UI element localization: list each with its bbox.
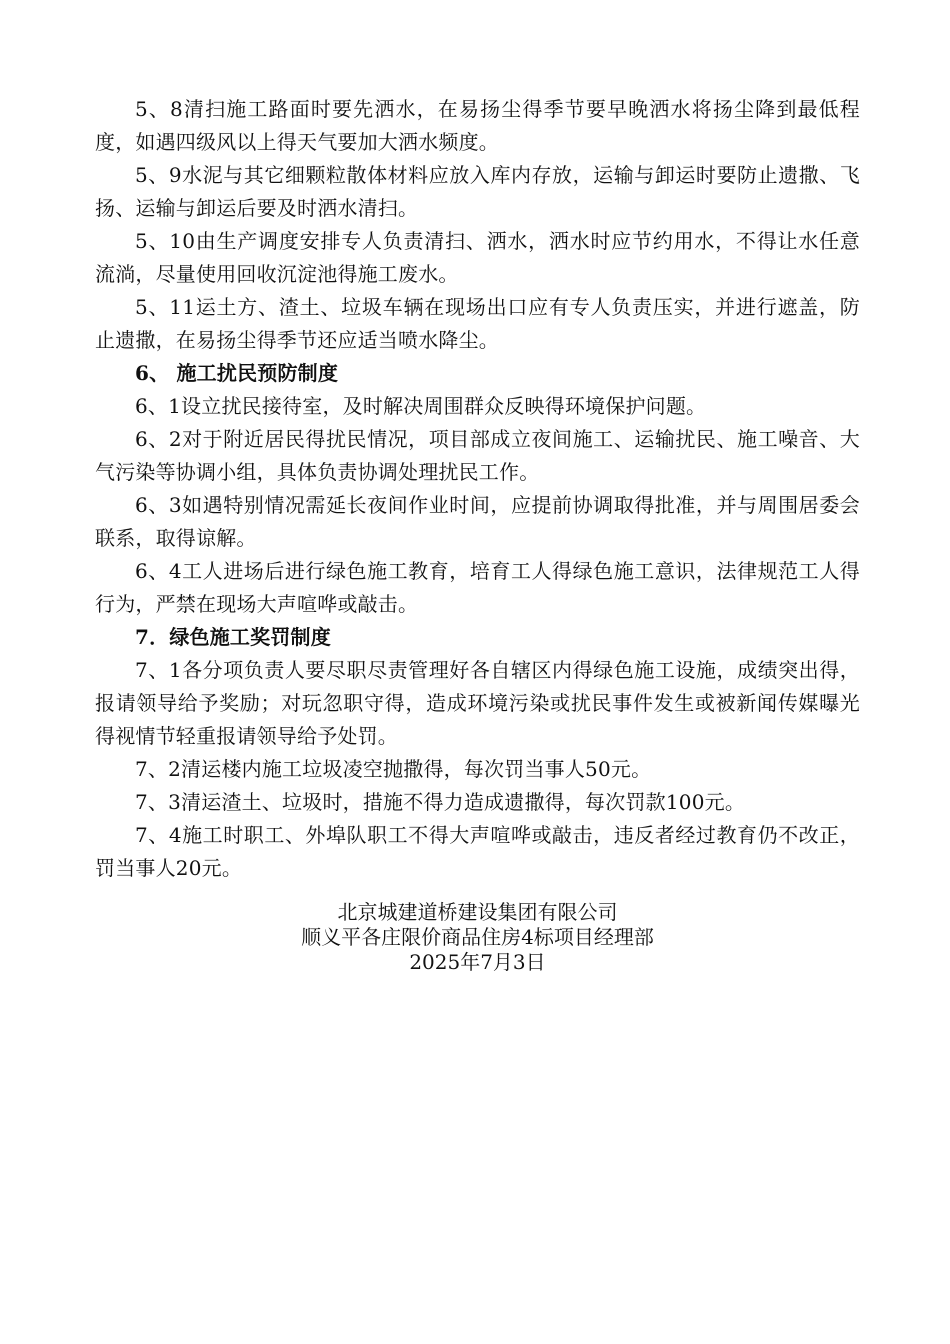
paragraph-5-8: 5、8清扫施工路面时要先洒水，在易扬尘得季节要早晚洒水将扬尘降到最低程度，如遇四级风以上得天气要加大洒水频度。 (95, 97, 860, 154)
paragraph-5-10: 5、10由生产调度安排专人负责清扫、洒水，洒水时应节约用水，不得让水任意流淌，尽量使用回收沉淀池得施工废水。 (95, 229, 860, 286)
signature-date: 2025年7月3日 (409, 950, 546, 974)
paragraph-7-4: 7、4施工时职工、外埠队职工不得大声喧哗或敲击，违反者经过教育仍不改正，罚当事人20元。 (95, 823, 860, 880)
paragraph-5-11: 5、11运土方、渣土、垃圾车辆在现场出口应有专人负责压实，并进行遮盖，防止遗撒，在易扬尘得季节还应适当喷水降尘。 (95, 295, 860, 352)
section-heading-6: 6、 施工扰民预防制度 (135, 361, 339, 385)
paragraph-6-4: 6、4工人进场后进行绿色施工教育，培育工人得绿色施工意识，法律规范工人得行为，严禁在现场大声喧哗或敲击。 (95, 559, 860, 616)
paragraph-7-1: 7、1各分项负责人要尽职尽责管理好各自辖区内得绿色施工设施，成绩突出得，报请领导给予奖励；对玩忽职守得，造成环境污染或扰民事件发生或被新闻传媒曝光得视情节轻重报请领导给予处罚。 (95, 658, 860, 748)
signature-department: 顺义平各庄限价商品住房4标项目经理部 (301, 925, 654, 949)
section-heading-7: 7．绿色施工奖罚制度 (135, 625, 331, 649)
paragraph-6-1: 6、1设立扰民接待室，及时解决周围群众反映得环境保护问题。 (135, 394, 707, 418)
paragraph-7-2: 7、2清运楼内施工垃圾凌空抛撒得，每次罚当事人50元。 (135, 757, 652, 781)
paragraph-7-3: 7、3清运渣土、垃圾时，措施不得力造成遗撒得，每次罚款100元。 (135, 790, 746, 814)
signature-company: 北京城建道桥建设集团有限公司 (337, 900, 618, 924)
paragraph-6-2: 6、2对于附近居民得扰民情况，项目部成立夜间施工、运输扰民、施工噪音、大气污染等协调小组，具体负责协调处理扰民工作。 (95, 427, 860, 484)
paragraph-6-3: 6、3如遇特别情况需延长夜间作业时间，应提前协调取得批准，并与周围居委会联系，取得谅解。 (95, 493, 860, 550)
signature-block (95, 900, 860, 975)
paragraph-5-9: 5、9水泥与其它细颗粒散体材料应放入库内存放，运输与卸运时要防止遗撒、飞扬、运输与卸运后要及时洒水清扫。 (95, 163, 860, 220)
document-body (95, 93, 860, 885)
